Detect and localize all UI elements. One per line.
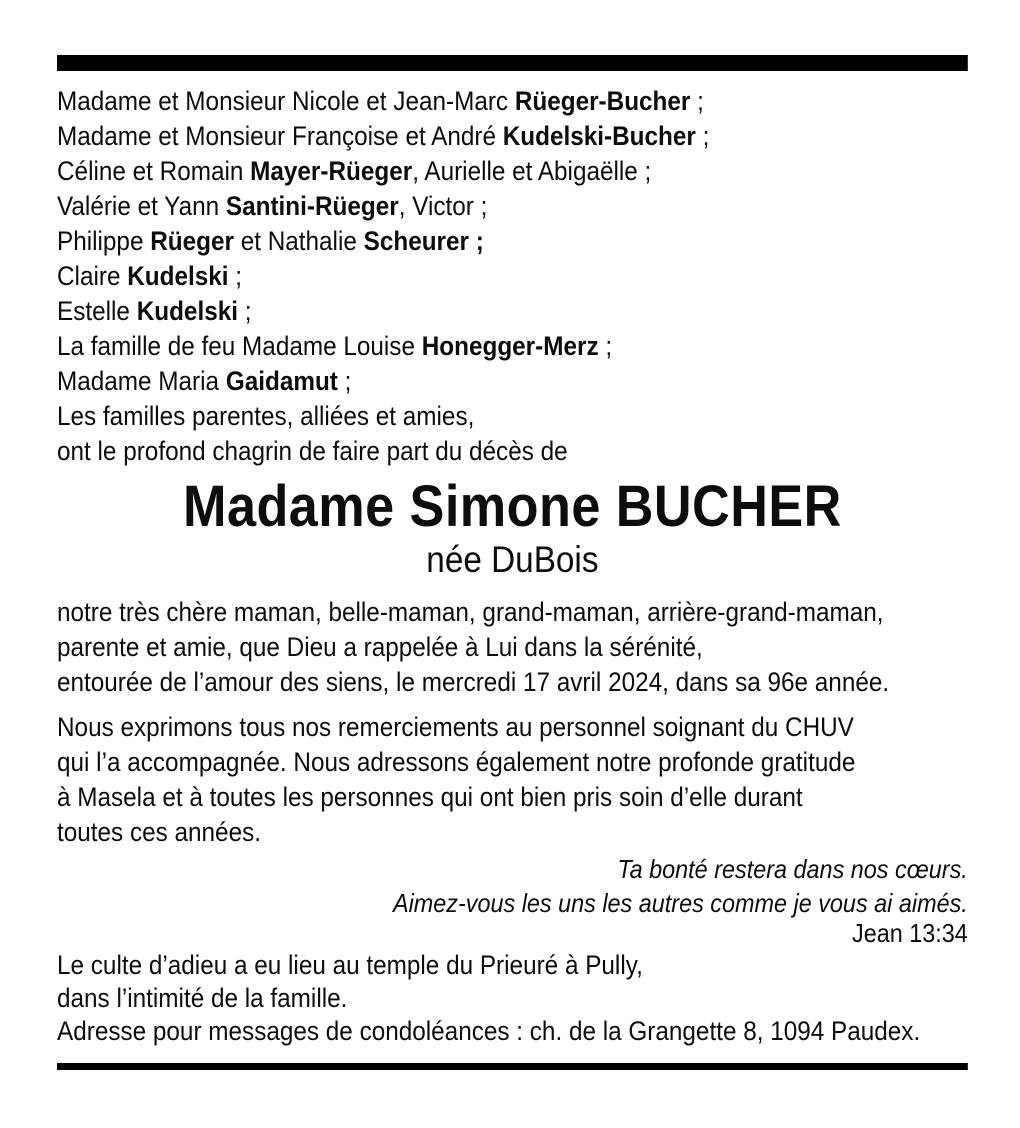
notice-sheet xyxy=(57,0,968,1070)
family-line: Philippe Rüeger et Nathalie Scheurer ; xyxy=(57,226,484,256)
bottom-rule xyxy=(57,1063,968,1070)
thanks-line: à Masela et à toutes les personnes qui ont bien pris soin d’elle durant xyxy=(57,782,803,812)
thanks-paragraph xyxy=(57,710,968,850)
thanks-line: qui l’a accompagnée. Nous adressons également notre profonde gratitude xyxy=(57,747,856,777)
family-line: La famille de feu Madame Louise Honegger-Merz ; xyxy=(57,331,613,361)
service-info xyxy=(57,949,968,1048)
family-line: Claire Kudelski ; xyxy=(57,261,243,291)
relatives-line: Les familles parentes, alliées et amies, xyxy=(57,401,475,431)
tribute-paragraph xyxy=(57,595,968,700)
tribute-line: entourée de l’amour des siens, le mercredi 17 avril 2024, dans sa 96e année. xyxy=(57,667,890,697)
thanks-line: Nous exprimons tous nos remerciements au personnel soignant du CHUV xyxy=(57,712,854,742)
tribute-line: parente et amie, que Dieu a rappelée à Lui dans la sérénité, xyxy=(57,632,703,662)
condolence-address-line: Adresse pour messages de condoléances : ch. de la Grangette 8, 1094 Paudex. xyxy=(57,1016,921,1046)
maiden-name: née DuBois xyxy=(426,539,599,580)
deceased-name: Madame Simone BUCHER xyxy=(183,474,842,539)
scripture-quote xyxy=(57,852,968,947)
family-line: Céline et Romain Mayer-Rüeger, Aurielle et Abigaëlle ; xyxy=(57,156,652,186)
family-line: Valérie et Yann Santini-Rüeger, Victor ; xyxy=(57,191,488,221)
service-line: Le culte d’adieu a eu lieu au temple du Prieuré à Pully, xyxy=(57,950,643,980)
service-line: dans l’intimité de la famille. xyxy=(57,983,348,1013)
family-names-list xyxy=(57,84,968,469)
family-line: Madame et Monsieur Nicole et Jean-Marc Rüeger-Bucher ; xyxy=(57,86,704,116)
quote-reference: Jean 13:34 xyxy=(851,918,968,948)
announcement-line: ont le profond chagrin de faire part du décès de xyxy=(57,436,568,466)
quote-line: Ta bonté restera dans nos cœurs. xyxy=(617,854,968,884)
thanks-line: toutes ces années. xyxy=(57,817,261,847)
quote-line: Aimez-vous les uns les autres comme je vous ai aimés. xyxy=(392,888,968,918)
family-line: Madame Maria Gaidamut ; xyxy=(57,366,352,396)
tribute-line: notre très chère maman, belle-maman, grand-maman, arrière-grand-maman, xyxy=(57,597,884,627)
family-line: Madame et Monsieur Françoise et André Kudelski-Bucher ; xyxy=(57,121,710,151)
top-rule xyxy=(57,55,968,71)
family-line: Estelle Kudelski ; xyxy=(57,296,252,326)
